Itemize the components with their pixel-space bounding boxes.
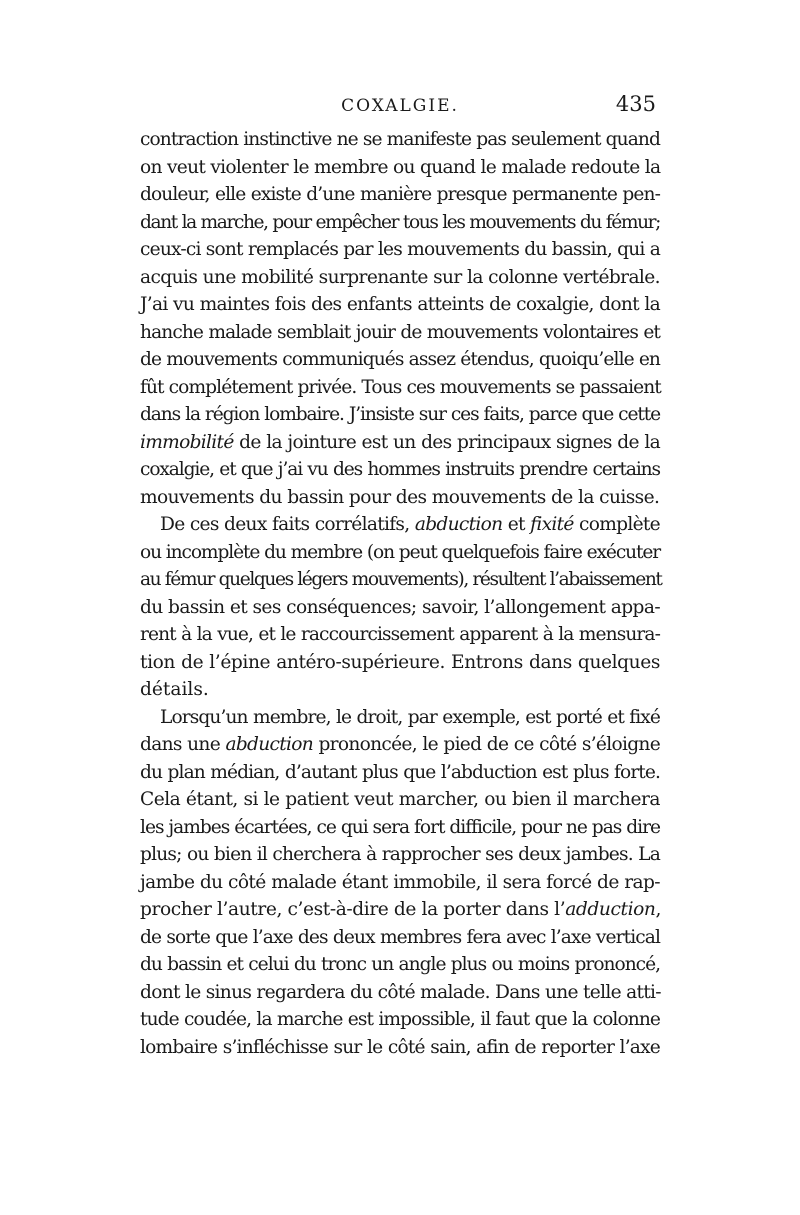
text-line: du bassin et celui du tronc un angle plus ou moins prononcé, [140,954,660,975]
text-line: de sorte que l’axe des deux membres fera avec l’axe vertical [140,926,660,948]
text-line: les jambes écartées, ce qui sera fort difficile, pour ne pas dire [140,816,660,838]
italic-term: fixité [530,514,574,535]
text-line: tion de l’épine antéro-supérieure. Entrons dans quelques [140,651,660,673]
text-line: acquis une mobilité surprenante sur la colonne vertébrale. [140,266,660,288]
page-number: 435 [615,92,656,116]
text-line: on veut violenter le membre ou quand le malade redoute la [140,156,661,178]
text-line: du plan médian, d’autant plus que l’abduction est plus forte. [140,761,660,783]
text-line [140,429,660,457]
text-line: douleur, elle existe d’une manière presque permanente pen- [140,184,660,205]
text-line: jambe du côté malade étant immobile, il sera forcé de rap- [140,871,660,893]
italic-term: adduction [565,899,656,920]
text-line: du bassin et ses conséquences; savoir, l’allongement appa- [140,596,660,618]
italic-term: abduction [414,514,503,535]
text-line: tude coudée, la marche est impossible, il faut que la colonne [140,1009,660,1030]
text-fragment: , [655,899,662,920]
italic-term: abduction [225,734,314,755]
text-line: ceux-ci sont remplacés par les mouvements du bassin, qui a [140,239,660,260]
text-line: Cela étant, si le patient veut marcher, ou bien il marchera [140,789,660,810]
text-line: au fémur quelques légers mouvements), résultent l’abaissement [140,569,662,590]
text-line: mouvements du bassin pour des mouvements de la cuisse. [140,486,660,508]
text-fragment: De ces deux faits corrélatifs, [160,514,415,535]
running-title: COXALGIE. [341,96,459,116]
text-line: dans la région lombaire. J’insiste sur ces faits, parce que cette [140,404,660,425]
text-line: de mouvements communiqués assez étendus, quoiqu’elle en [140,349,660,370]
text-fragment: de la jointure est un des principaux signes de la [233,431,660,453]
text-line: fût complétement privée. Tous ces mouvements se passaient [140,376,661,398]
text-line: lombaire s’infléchisse sur le côté sain, afin de reporter l’axe [140,1036,660,1058]
body-text [140,126,660,1061]
text-fragment: dans une [140,734,226,755]
text-line [140,511,660,539]
text-line: dont le sinus regardera du côté malade. Dans une telle atti- [140,981,661,1003]
italic-term: immobilité [140,431,234,453]
text-line: dant la marche, pour empêcher tous les mouvements du fémur; [140,211,660,233]
text-line [140,731,660,759]
text-line: plus; ou bien il cherchera à rapprocher ses deux jambes. La [140,844,660,865]
text-line: coxalgie, et que j’ai vu des hommes instruits prendre certains [140,459,660,480]
text-line: Lorsqu’un membre, le droit, par exemple, est porté et fixé [160,706,660,728]
text-line: rent à la vue, et le raccourcissement apparent à la mensura- [140,624,660,645]
text-line [140,896,660,924]
text-line: J’ai vu maintes fois des enfants atteints de coxalgie, dont la [140,294,660,315]
text-line: contraction instinctive ne se manifeste pas seulement quand [140,129,660,150]
text-line: détails. [140,679,209,700]
text-fragment: prononcée, le pied de ce côté s’éloigne [313,734,661,755]
text-fragment: procher l’autre, c’est-à-dire de la porter dans l’ [140,899,566,920]
running-header [140,92,660,126]
text-line: ou incomplète du membre (on peut quelquefois faire exécuter [140,541,661,563]
text-fragment: complète [573,514,660,535]
text-fragment: et [502,514,531,535]
text-line: hanche malade semblait jouir de mouvements volontaires et [140,321,660,343]
